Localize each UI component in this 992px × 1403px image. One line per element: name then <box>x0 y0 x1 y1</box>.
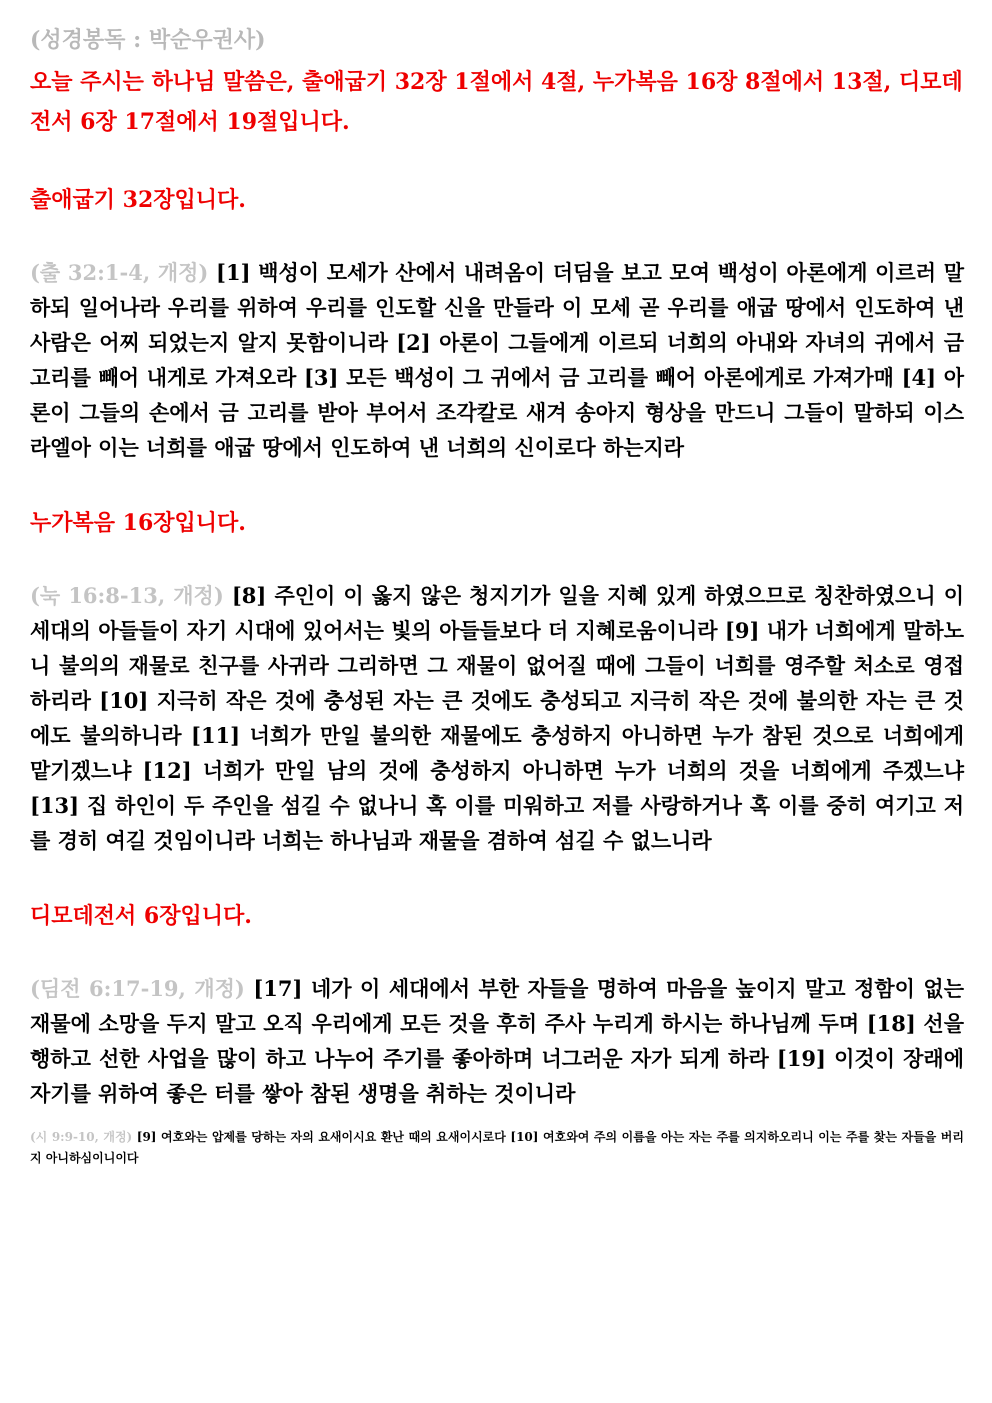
document-page <box>30 22 964 1169</box>
verse-reference: (시 9:9-10, 개정) <box>30 1130 133 1144</box>
passage-exodus <box>30 255 964 465</box>
verse-reference: (딤전 6:17-19, 개정) <box>30 976 245 1001</box>
passage-text: [9] 여호와는 압제를 당하는 자의 요새이시요 환난 때의 요새이시로다 [10] 여호와여 주의 이름을 아는 자는 주를 의지하오리니 이는 주를 찾는 자들을 버리지 아니하심이니이다 <box>30 1130 964 1165</box>
passage-text: [1] 백성이 모세가 산에서 내려옴이 더딤을 보고 모여 백성이 아론에게 이르러 말하되 일어나라 우리를 위하여 우리를 인도할 신을 만들라 이 모세 곧 우리를 애굽 땅에서 인도하여 낸 사람은 어찌 되었는지 알지 못함이니라 [2] 아론이 그들에게 이르되 너희의 아내와 자녀의 귀에서 금 고리를 빼어 내게로 가져오라 [3] 모든 백성이 그 귀에서 금 고리를 빼어 아론에게로 가져가매 [4] 아론이 그들의 손에서 금 고리를 받아 부어서 조각칼로 새겨 송아지 형상을 만드니 그들이 말하되 이스라엘아 이는 너희를 애굽 땅에서 인도하여 낸 너희의 신이로다 하는지라 <box>30 260 965 460</box>
section-heading-timothy: 디모데전서 6장입니다. <box>30 903 252 929</box>
verse-reference: (출 32:1-4, 개정) <box>30 260 209 285</box>
verse-reference: (눅 16:8-13, 개정) <box>30 583 224 608</box>
section-heading-luke: 누가복음 16장입니다. <box>30 510 246 536</box>
passage-text: [8] 주인이 이 옳지 않은 청지기가 일을 지혜 있게 하였으므로 칭찬하였으니 이 세대의 아들들이 자기 시대에 있어서는 빛의 아들들보다 더 지혜로움이니라 [9] 내가 너희에게 말하노니 불의의 재물로 친구를 사귀라 그리하면 그 재물이 없어질 때에 그들이 너희를 영주할 처소로 영접하리라 [10] 지극히 작은 것에 충성된 자는 큰 것에도 충성되고 지극히 작은 것에 불의한 자는 큰 것에도 불의하니라 [11] 너희가 만일 불의한 재물에도 충성하지 아니하면 누가 참된 것으로 너희에게 맡기겠느냐 [12] 너희가 만일 남의 것에 충성하지 아니하면 누가 너희의 것을 너희에게 주겠느냐 [13] 집 하인이 두 주인을 섬길 수 없나니 혹 이를 미워하고 저를 사랑하거나 혹 이를 중히 여기고 저를 경히 여길 것임이니라 너희는 하나님과 재물을 겸하여 섬길 수 없느니라 <box>30 583 965 853</box>
passage-luke <box>30 578 964 858</box>
passage-psalms <box>30 1127 964 1169</box>
intro-text: 오늘 주시는 하나님 말씀은, 출애굽기 32장 1절에서 4절, 누가복음 16장 8절에서 13절, 디모데전서 6장 17절에서 19절입니다. <box>30 69 963 135</box>
passage-text: [17] 네가 이 세대에서 부한 자들을 명하여 마음을 높이지 말고 정함이 없는 재물에 소망을 두지 말고 오직 우리에게 모든 것을 후히 주사 누리게 하시는 하나님께 두며 [18] 선을 행하고 선한 사업을 많이 하고 나누어 주기를 좋아하며 너그러운 자가 되게 하라 [19] 이것이 장래에 자기를 위하여 좋은 터를 쌓아 참된 생명을 취하는 것이니라 <box>30 976 964 1106</box>
section-heading-exodus: 출애굽기 32장입니다. <box>30 187 246 213</box>
passage-timothy <box>30 971 964 1111</box>
reader-credit: (성경봉독 : 박순우권사) <box>30 27 266 53</box>
